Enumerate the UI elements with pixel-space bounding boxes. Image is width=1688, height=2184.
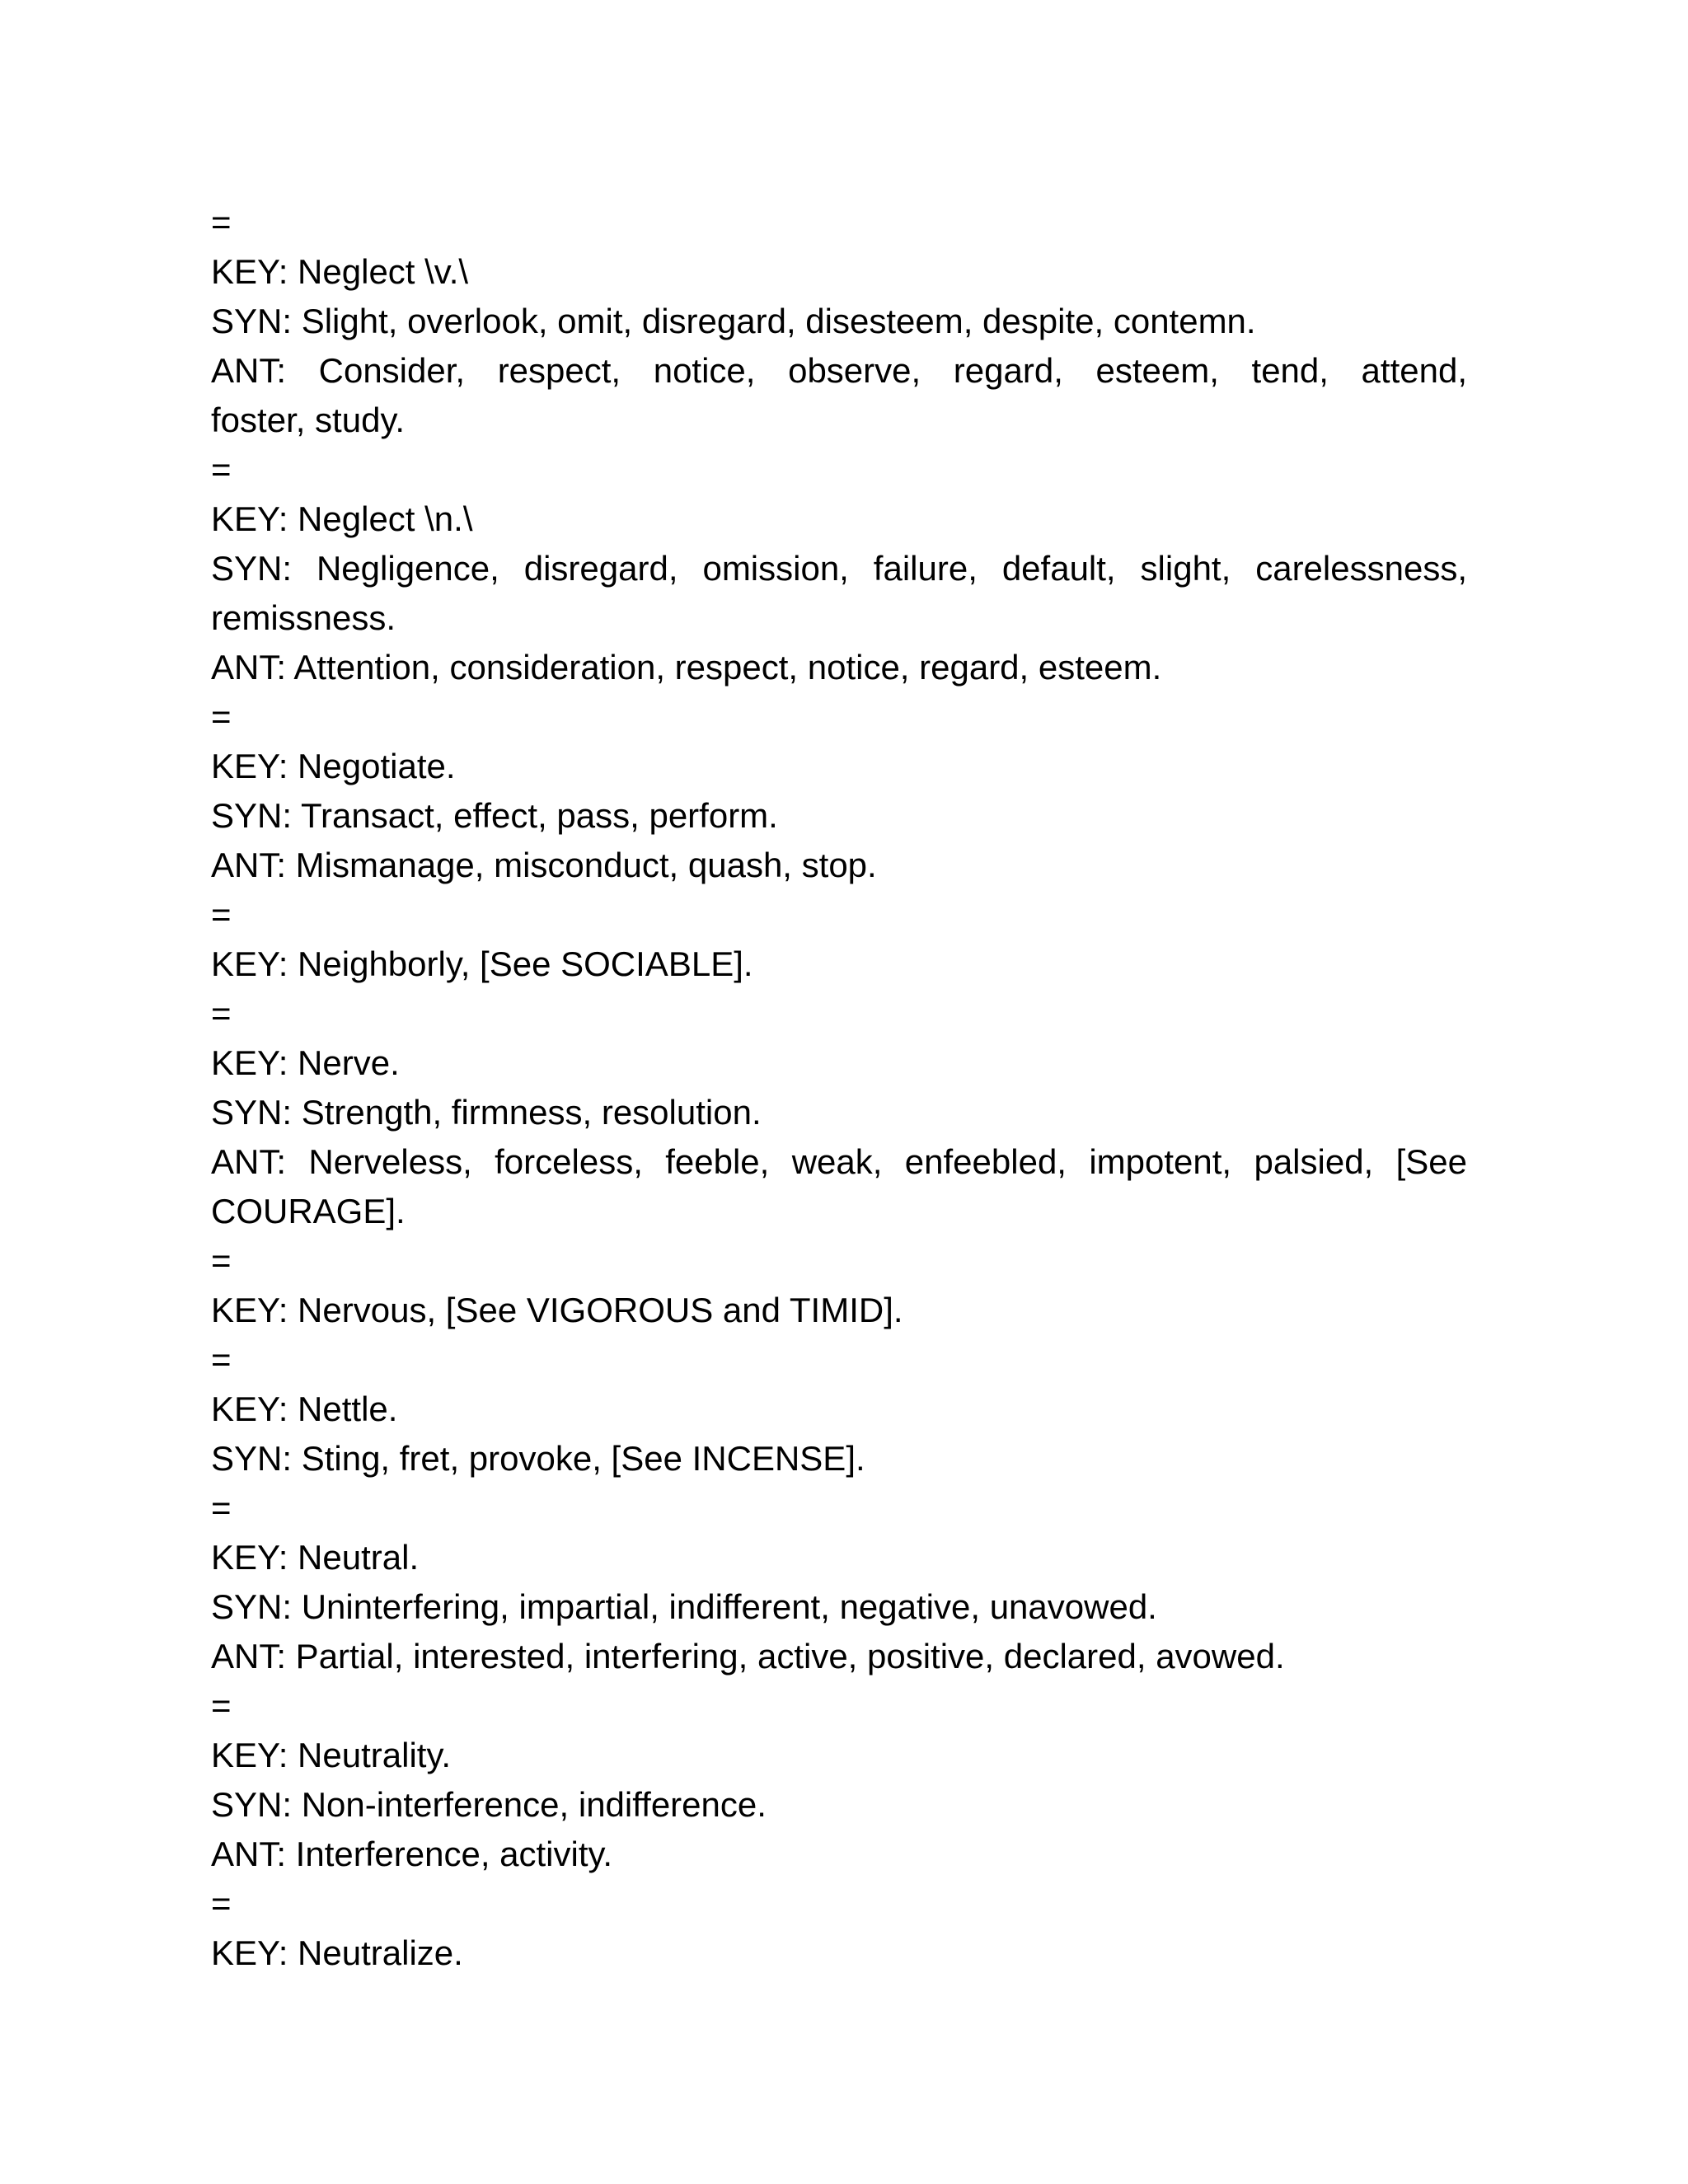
entry-key: KEY: Nettle. <box>211 1390 398 1428</box>
entry-antonyms: ANT: Partial, interested, interfering, active, positive, declared, avowed. <box>211 1637 1285 1675</box>
entry-antonyms: ANT: Attention, consideration, respect, notice, regard, esteem. <box>211 648 1162 687</box>
entry-key: KEY: Nervous, [See VIGOROUS and TIMID]. <box>211 1291 903 1329</box>
entry-synonyms: SYN: Non-interference, indifference. <box>211 1785 767 1824</box>
entry-antonyms: ANT: Interference, activity. <box>211 1835 613 1873</box>
separator: = <box>211 895 232 934</box>
entry-antonyms: ANT: Mismanage, misconduct, quash, stop. <box>211 846 877 884</box>
entry-key: KEY: Nerve. <box>211 1043 400 1082</box>
separator: = <box>211 1686 232 1725</box>
entry-key: KEY: Neutral. <box>211 1538 420 1577</box>
document-page <box>211 198 1467 1978</box>
entry-synonyms: SYN: Strength, firmness, resolution. <box>211 1093 762 1132</box>
separator: = <box>211 1241 232 1280</box>
separator: = <box>211 450 232 489</box>
entry-key: KEY: Neglect \v.\ <box>211 252 469 291</box>
separator: = <box>211 1340 232 1379</box>
entry-synonyms: SYN: Uninterfering, impartial, indifferent, negative, unavowed. <box>211 1587 1157 1626</box>
entry-synonyms: SYN: Negligence, disregard, omission, failure, default, slight, carelessness, <box>211 549 1467 588</box>
entry-antonyms-continued: foster, study. <box>211 401 405 439</box>
separator: = <box>211 1488 232 1527</box>
entry-key: KEY: Neutrality. <box>211 1736 452 1774</box>
entry-synonyms: SYN: Transact, effect, pass, perform. <box>211 796 778 835</box>
entry-antonyms: ANT: Nerveless, forceless, feeble, weak, enfeebled, impotent, palsied, [See <box>211 1142 1467 1181</box>
entry-antonyms-continued: COURAGE]. <box>211 1192 406 1230</box>
entry-key: KEY: Negotiate. <box>211 747 456 785</box>
separator: = <box>211 994 232 1033</box>
entry-synonyms-continued: remissness. <box>211 598 396 637</box>
separator: = <box>211 203 232 241</box>
entry-key: KEY: Neglect \n.\ <box>211 499 473 538</box>
entry-key: KEY: Neutralize. <box>211 1933 463 1972</box>
entry-synonyms: SYN: Slight, overlook, omit, disregard, disesteem, despite, contemn. <box>211 302 1256 340</box>
separator: = <box>211 697 232 736</box>
separator: = <box>211 1884 232 1923</box>
entry-antonyms: ANT: Consider, respect, notice, observe, regard, esteem, tend, attend, <box>211 351 1467 390</box>
entry-synonyms: SYN: Sting, fret, provoke, [See INCENSE]. <box>211 1439 865 1478</box>
entry-key: KEY: Neighborly, [See SOCIABLE]. <box>211 944 753 983</box>
